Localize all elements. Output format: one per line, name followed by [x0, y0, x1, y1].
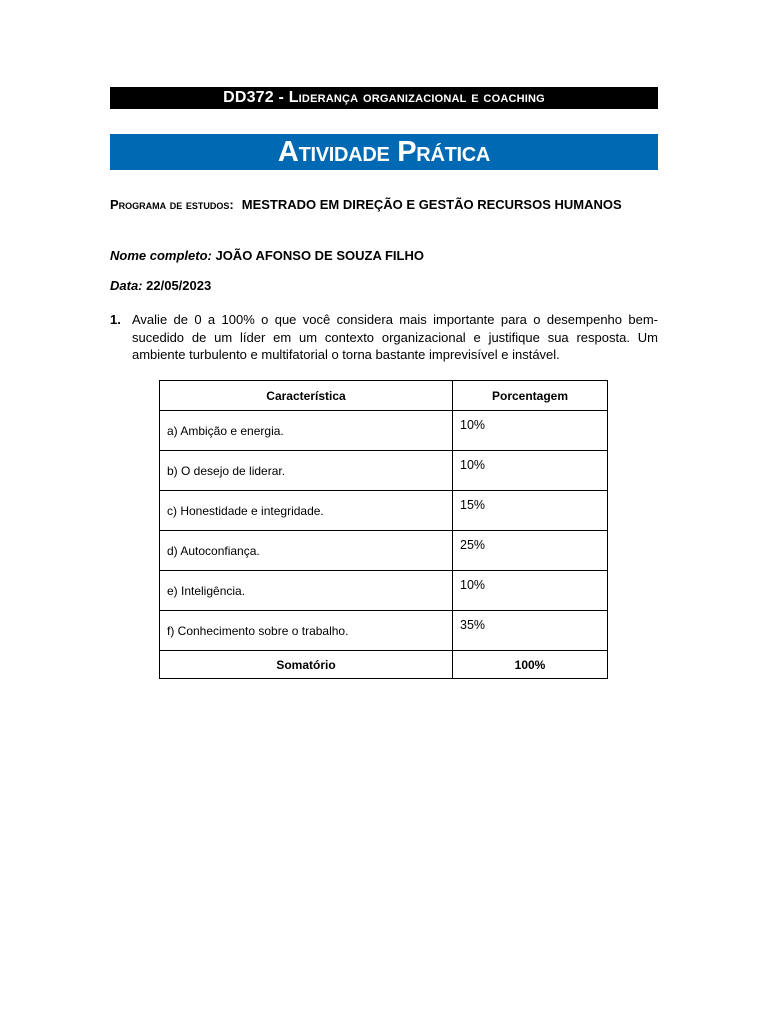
characteristic-cell: a) Ambição e energia.	[160, 411, 453, 451]
characteristic-cell: e) Inteligência.	[160, 571, 453, 611]
percentage-cell: 10%	[453, 571, 608, 611]
column-header-characteristic: Característica	[160, 381, 453, 411]
table-row	[160, 531, 608, 571]
course-header	[110, 87, 658, 109]
date-field	[110, 278, 211, 293]
column-header-percentage: Porcentagem	[453, 381, 608, 411]
table-row	[160, 451, 608, 491]
activity-title: Atividade Prática	[277, 135, 491, 168]
activity-title-banner	[110, 134, 658, 170]
date-value: 22/05/2023	[146, 278, 212, 293]
characteristic-cell: d) Autoconfiança.	[160, 531, 453, 571]
program-value: MESTRADO EM DIREÇÃO E GESTÃO RECURSOS HUMANOS	[241, 197, 622, 212]
table-row	[160, 571, 608, 611]
total-label: Somatório	[160, 651, 453, 679]
percentage-cell: 10%	[453, 411, 608, 451]
question-number: 1.	[110, 312, 121, 327]
table-row	[160, 611, 608, 651]
date-label: Data:	[110, 278, 143, 293]
table-total-row	[160, 651, 608, 679]
course-title: DD372 - Liderança organizacional e coaching	[223, 89, 545, 106]
percentage-cell: 15%	[453, 491, 608, 531]
characteristic-cell: c) Honestidade e integridade.	[160, 491, 453, 531]
table-row	[160, 411, 608, 451]
name-value: JOÃO AFONSO DE SOUZA FILHO	[215, 248, 424, 263]
program-field	[110, 196, 658, 214]
question-1	[110, 311, 658, 364]
percentage-cell: 35%	[453, 611, 608, 651]
table-row	[160, 491, 608, 531]
total-value: 100%	[453, 651, 608, 679]
question-text: Avalie de 0 a 100% o que você considera mais importante para o desempenho bem-sucedido de um líder em um contexto organizacional e justifique sua resposta. Um ambiente turbulento e multifatorial o torna bastante imprevisível e instável.	[132, 312, 658, 362]
percentage-cell: 25%	[453, 531, 608, 571]
characteristic-cell: f) Conhecimento sobre o trabalho.	[160, 611, 453, 651]
characteristic-cell: b) O desejo de liderar.	[160, 451, 453, 491]
name-field	[110, 248, 424, 263]
name-label: Nome completo:	[110, 248, 212, 263]
program-label: Programa de estudos:	[110, 197, 234, 212]
characteristics-table	[159, 380, 608, 679]
table-header-row	[160, 381, 608, 411]
percentage-cell: 10%	[453, 451, 608, 491]
